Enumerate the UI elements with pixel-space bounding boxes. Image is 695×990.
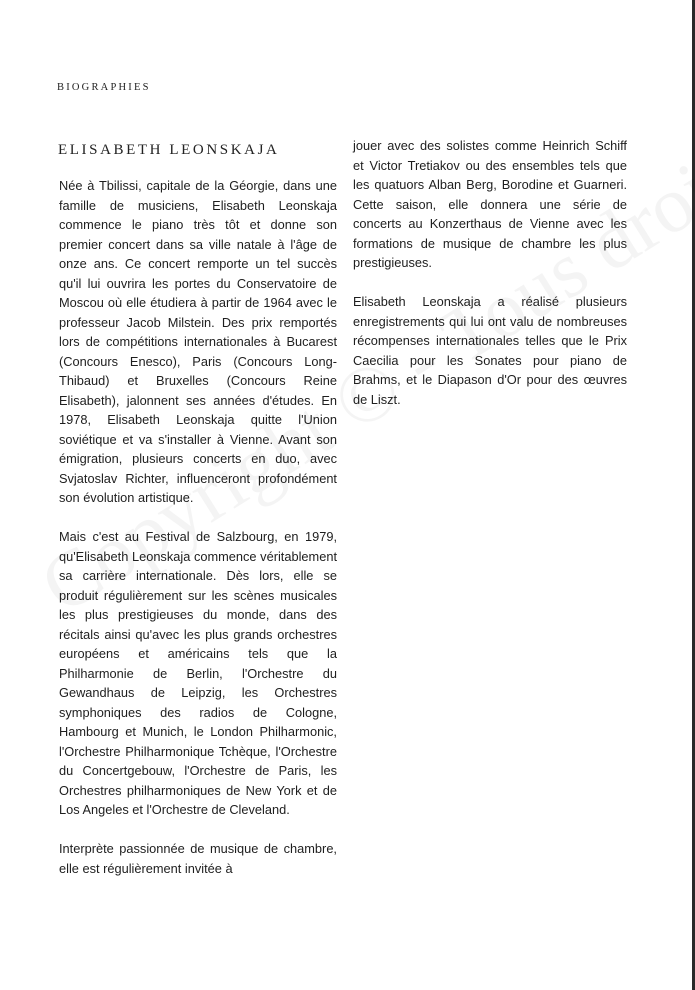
- text-column-left: [59, 176, 337, 878]
- text-column-right: [353, 136, 627, 429]
- paragraph-international-career: Mais c'est au Festival de Salzbourg, en 1979, qu'Elisabeth Leonskaja commence véritablement sa carrière internationale. Dès lors, elle se produit régulièrement sur les scènes musicales les plus prestigieuses du monde, dans des récitals ainsi qu'avec les plus grands orchestres européens et américains tels que la Philharmonie de Berlin, l'Orchestre du Gewandhaus de Leipzig, les Orchestres symphoniques des radios de Cologne, Hambourg et Munich, le London Philharmonic, l'Orchestre Philharmonique Tchèque, l'Orchestre du Concertgebouw, l'Orchestre de Paris, les Orchestres philharmoniques de New York et de Los Angeles et l'Orchestre de Cleveland.: [59, 529, 337, 817]
- article-title: ELISABETH LEONSKAJA: [58, 142, 280, 158]
- paragraph-recordings: Elisabeth Leonskaja a réalisé plusieurs enregistrements qui lui ont valu de nombreuses récompenses internationales telles que le Prix Caecilia pour les Sonates pour piano de Brahms, et le Diapason d'Or pour des œuvres de Liszt.: [353, 294, 627, 407]
- paragraph-chamber-music-start: Interprète passionnée de musique de chambre, elle est régulièrement invitée à: [59, 841, 337, 876]
- section-label: BIOGRAPHIES: [57, 82, 151, 93]
- paragraph-chamber-music-cont: jouer avec des solistes comme Heinrich Schiff et Victor Tretiakov ou des ensembles tels que les quatuors Alban Berg, Borodine et Guarneri. Cette saison, elle donnera une série de concerts au Konzerthaus de Vienne avec les formations de musique de chambre les plus prestigieuses.: [353, 138, 627, 270]
- paragraph-early-life: Née à Tbilissi, capitale de la Géorgie, dans une famille de musiciens, Elisabeth Leonskaja commence le piano très tôt et donne son premier concert dans sa ville natale à l'âge de onze ans. Ce concert remporte un tel succès qu'il lui ouvrira les portes du Conservatoire de Moscou où elle étudiera à partir de 1964 avec le professeur Jacob Milstein. Des prix remportés lors de compétitions internationales à Bucarest (Concours Enesco), Paris (Concours Long-Thibaud) et Bruxelles (Concours Reine Elisabeth), jalonnent ses années d'études. En 1978, Elisabeth Leonskaja quitte l'Union soviétique et va s'installer à Vienne. Avant son émigration, plusieurs concerts en duo, avec Svjatoslav Richter, influenceront profondément son évolution artistique.: [59, 178, 337, 505]
